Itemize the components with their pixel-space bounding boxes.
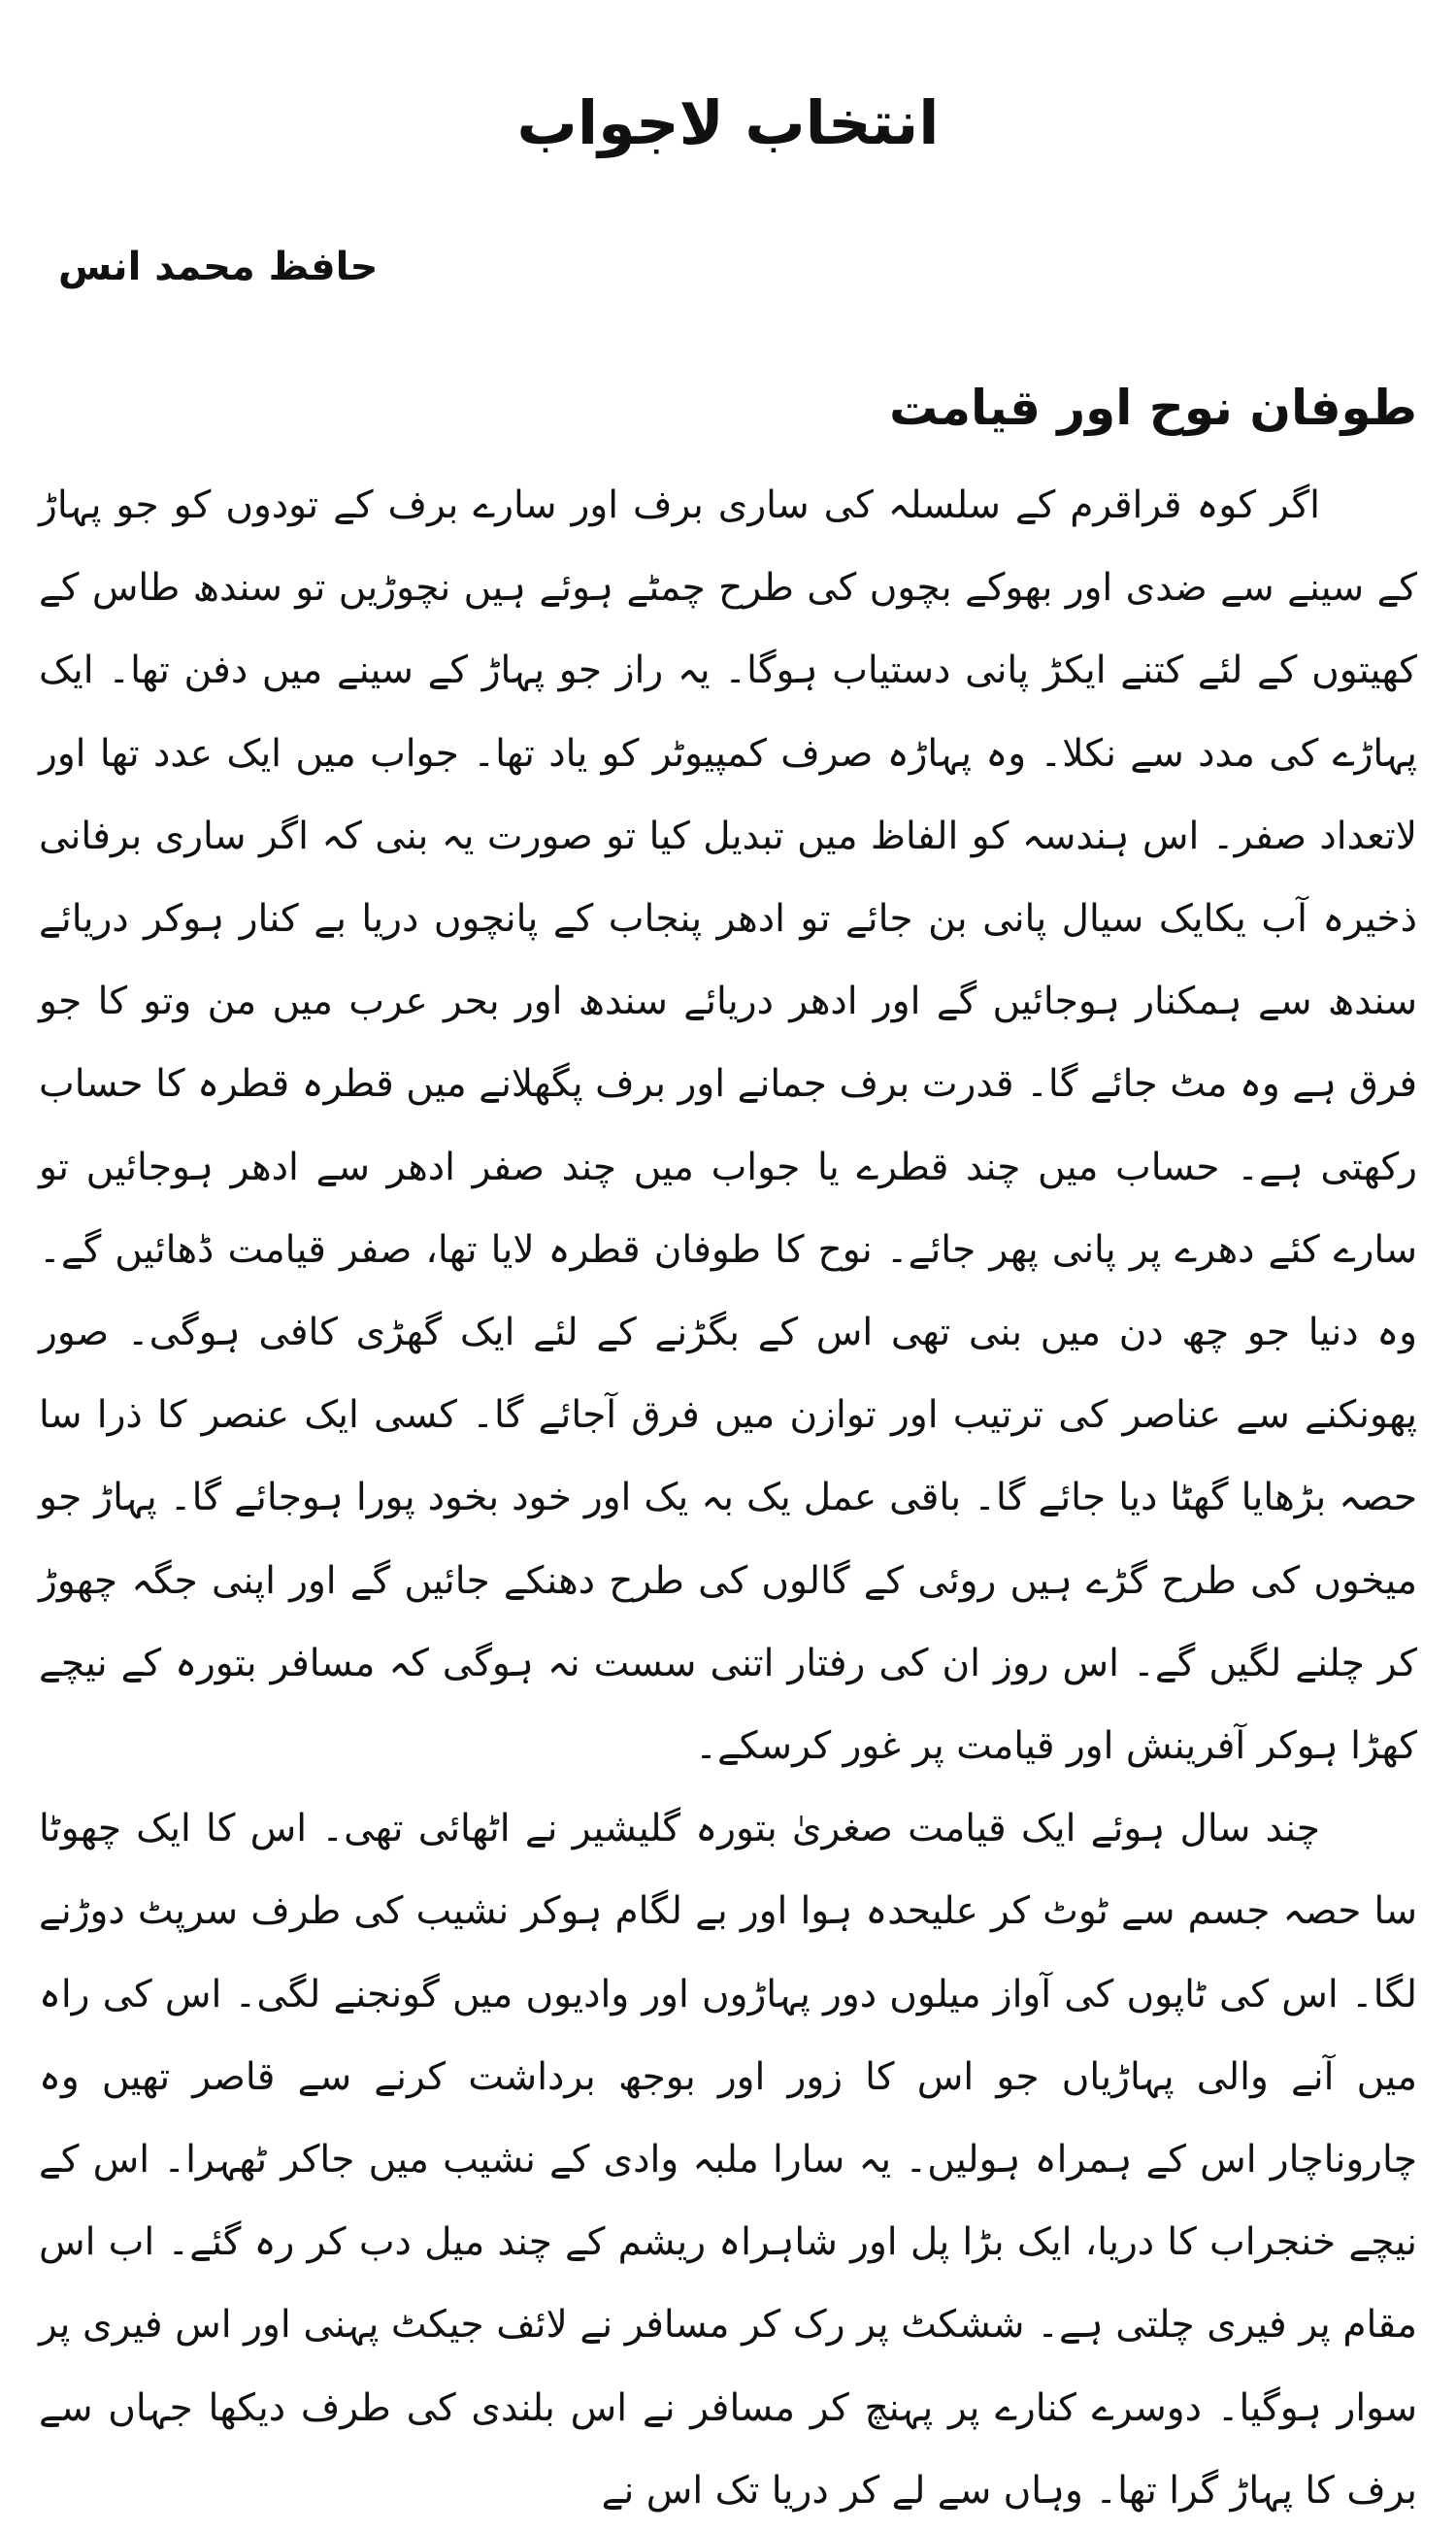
- paragraph: چند سال ہوئے ایک قیامت صغریٰ بتورہ گلیشیر نے اٹھائی تھی۔ اس کا ایک چھوٹا سا حصہ جسم سے ٹوٹ کر علیحدہ ہوا اور بے لگام ہوکر نشیب کی طرف سرپٹ دوڑنے لگا۔ اس کی ٹاپوں کی آواز میلوں دور پہاڑوں اور وادیوں میں گونجنے لگی۔ اس کی راہ میں آنے والی پہاڑیاں جو اس کا زور اور بوجھ برداشت کرنے سے قاصر تھیں وہ چاروناچار اس کے ہمراہ ہولیں۔ یہ سارا ملبہ وادی کے نشیب میں جاکر ٹھہرا۔ اس کے نیچے خنجراب کا دریا، ایک بڑا پل اور شاہراہ ریشم کے چند میل دب کر رہ گئے۔ اب اس مقام پر فیری چلتی ہے۔ ششکٹ پر رک کر مسافر نے لائف جیکٹ پہنی اور اس فیری پر سوار ہوگیا۔ دوسرے کنارے پر پہنچ کر مسافر نے اس بلندی کی طرف دیکھا جہاں سے برف کا پہاڑ گرا تھا۔ وہاں سے لے کر دریا تک اس نے: [39, 1807, 1417, 2513]
- page-title: انتخاب لاجواب: [516, 87, 940, 158]
- article-body: [39, 464, 1417, 2532]
- author-name: حافظ محمد انس: [58, 245, 379, 289]
- section-heading: طوفان نوح اور قیامت: [889, 380, 1417, 436]
- paragraph: اگر کوہ قراقرم کے سلسلہ کی ساری برف اور سارے برف کے تودوں کو جو پہاڑ کے سینے سے ضدی اور بھوکے بچوں کی طرح چمٹے ہوئے ہیں نچوڑیں تو سندھ طاس کے کھیتوں کے لئے کتنے ایکڑ پانی دستیاب ہوگا۔ یہ راز جو پہاڑ کے سینے میں دفن تھا۔ ایک پہاڑے کی مدد سے نکلا۔ وہ پہاڑہ صرف کمپیوٹر کو یاد تھا۔ جواب میں ایک عدد تھا اور لاتعداد صفر۔ اس ہندسہ کو الفاظ میں تبدیل کیا تو صورت یہ بنی کہ اگر ساری برفانی ذخیرہ آب یکایک سیال پانی بن جائے تو ادھر پنجاب کے پانچوں دریا بے کنار ہوکر دریائے سندھ سے ہمکنار ہوجائیں گے اور ادھر دریائے سندھ اور بحر عرب میں من وتو کا جو فرق ہے وہ مٹ جائے گا۔ قدرت برف جمانے اور برف پگھلانے میں قطرہ قطرہ کا حساب رکھتی ہے۔ حساب میں چند قطرے یا جواب میں چند صفر ادھر سے ادھر ہوجائیں تو سارے کئے دھرے پر پانی پھر جائے۔ نوح کا طوفان قطرہ لایا تھا، صفر قیامت ڈھائیں گے۔ وہ دنیا جو چھ دن میں بنی تھی اس کے بگڑنے کے لئے ایک گھڑی کافی ہوگی۔ صور پھونکنے سے عناصر کی ترتیب اور توازن میں فرق آجائے گا۔ کسی ایک عنصر کا ذرا سا حصہ بڑھایا گھٹا دیا جائے گا۔ باقی عمل یک بہ یک اور خود بخود پورا ہوجائے گا۔ پہاڑ جو میخوں کی طرح گڑے ہیں روئی کے گالوں کی طرح دھنکے جائیں گے اور اپنی جگہ چھوڑ کر چلنے لگیں گے۔ اس روز ان کی رفتار اتنی سست نہ ہوگی کہ مسافر بتورہ کے نیچے کھڑا ہوکر آفرینش اور قیامت پر غور کرسکے۔: [39, 483, 1417, 1769]
